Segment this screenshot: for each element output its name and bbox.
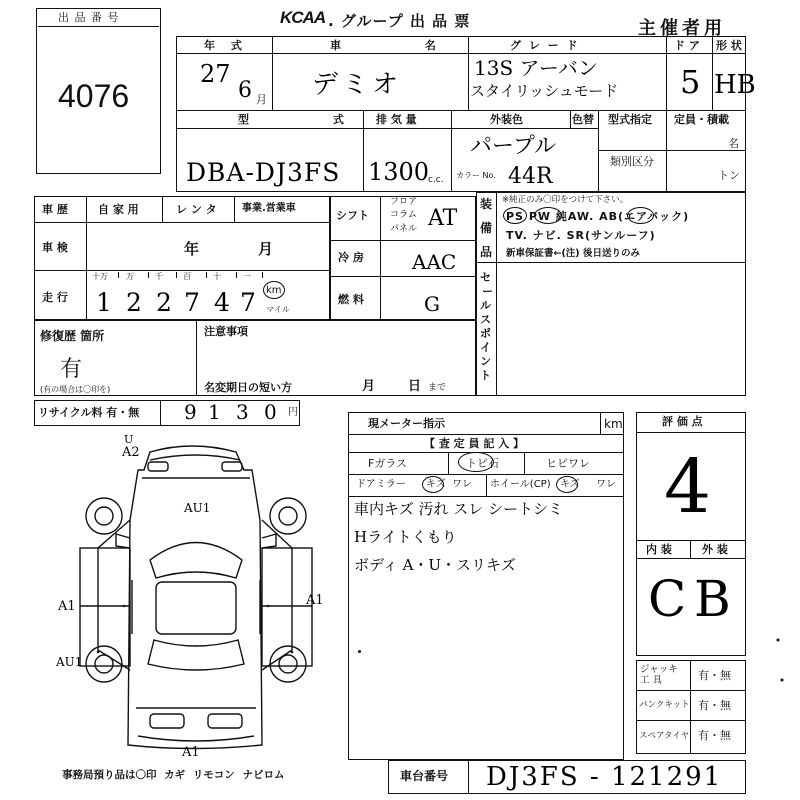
- mirror-opt-crack: ワレ: [452, 479, 472, 490]
- selling-point-5: ポ: [480, 327, 491, 340]
- history-opt-private: 自 家 用: [98, 203, 139, 216]
- type-designation-label: 型式指定: [608, 113, 652, 126]
- door-value: 5: [680, 63, 701, 101]
- glass-opt-chip: トビ石: [466, 457, 499, 470]
- repair-label: 修復歴 箇所: [40, 329, 105, 343]
- month-unit: 月: [256, 93, 267, 106]
- brand-logo: KCAA: [280, 8, 326, 27]
- diagram-mark-top-u: U: [124, 433, 134, 446]
- rating-label: 評 価 点: [662, 415, 703, 428]
- remark-line-2: Hライトくもり: [354, 528, 457, 546]
- jack-value: 有・無: [698, 669, 731, 682]
- meter-unit: km: [604, 417, 623, 431]
- displacement-label: 排 気 量: [376, 113, 417, 126]
- shape-value: HB: [714, 70, 756, 100]
- grade-value-line2: スタイリッシュモード: [470, 82, 619, 100]
- mileage-digit-10k: 2: [126, 288, 142, 317]
- diagram-mark-left-rear: AU1: [56, 655, 83, 669]
- selling-point-4: ス: [480, 313, 491, 326]
- mileage-digit-100: 7: [184, 288, 200, 317]
- equipment-line3: 新車保証書←(注) 後日送りのみ: [506, 248, 640, 259]
- displacement-unit: c.c.: [428, 175, 444, 185]
- remark-line-1: 車内キズ 汚れ スレ シートシミ: [354, 500, 564, 518]
- digit-head-1k: 千: [155, 272, 163, 281]
- recycle-digit-3: 3: [236, 400, 249, 424]
- shaken-month: 月: [258, 240, 274, 258]
- mileage-digit-1k: 2: [156, 288, 172, 317]
- history-opt-business: 事業.営業車: [242, 203, 296, 214]
- color-no-value: 44R: [508, 164, 553, 189]
- shift-value: AT: [428, 206, 458, 231]
- rating-value: 4: [664, 444, 712, 530]
- equipment-note: ※純正のみ〇印をつけて下さい。: [502, 195, 629, 205]
- repair-note: (有の場合は〇印を): [40, 385, 111, 394]
- diagram-mark-top-a2: A2: [122, 445, 140, 460]
- shift-opt-panel: パネル: [390, 224, 418, 234]
- selling-point-2: ー: [482, 285, 493, 298]
- inspector-title: 【 査 定 員 記 入 】: [424, 437, 524, 450]
- displacement-value: 1300: [368, 158, 430, 186]
- diagram-mark-bottom: A1: [182, 745, 200, 760]
- diagram-mark-hood: AU1: [184, 501, 211, 515]
- shift-opt-floor: フロア: [390, 197, 418, 207]
- equipment-side-3: 品: [480, 245, 493, 259]
- recycle-digit-1: 9: [184, 400, 197, 424]
- selling-point-1: セ: [480, 271, 491, 284]
- organizer-label: 主催者用: [638, 18, 726, 39]
- selling-point-8: ト: [480, 369, 491, 382]
- recycle-digit-4: 0: [264, 400, 277, 424]
- year-value: 27: [200, 60, 231, 88]
- meter-label: 現メーター指示: [368, 417, 445, 430]
- grade-label: グ レ ー ド: [510, 39, 580, 52]
- mileage-digit-100k: 1: [96, 288, 112, 317]
- exterior-label: 外 装: [702, 543, 728, 556]
- mileage-digit-1: 7: [240, 288, 256, 317]
- color-label: 外装色: [490, 113, 523, 126]
- glass-label: Fガラス: [368, 457, 407, 470]
- spare-label: スペアタイヤ: [639, 731, 690, 741]
- office-note: 事務局預り品は〇印 カギ リモコン ナビロム: [62, 769, 285, 781]
- shaken-label: 車 検: [42, 241, 68, 254]
- shift-opt-column: コラム: [390, 210, 417, 220]
- history-label: 車 歴: [42, 203, 68, 216]
- wheel-label: ホイール(CP): [490, 479, 551, 490]
- selling-point-6: イ: [480, 341, 491, 354]
- jack-label: ジャッキ 工 具: [640, 664, 678, 687]
- capacity-label: 定員・積載: [674, 113, 729, 126]
- car-name-value: デミオ: [312, 70, 403, 100]
- recycle-digit-2: 1: [208, 400, 221, 424]
- wheel-opt-scratch: キズ: [560, 479, 580, 490]
- chassis-value: DJ3FS - 121291: [486, 762, 723, 792]
- spare-value: 有・無: [698, 729, 731, 742]
- month-value: 6: [238, 78, 252, 103]
- recycle-unit: 円: [288, 407, 298, 418]
- capacity-unit-people: 名: [728, 137, 739, 150]
- mileage-label: 走 行: [42, 291, 68, 304]
- selling-point-7: ン: [480, 355, 491, 368]
- chassis-divider: [468, 760, 469, 794]
- selling-point-3: ル: [480, 299, 491, 312]
- category-label: 類別区分: [610, 155, 654, 168]
- shift-label: シフト: [336, 209, 369, 222]
- digit-head-1: 一: [243, 272, 251, 281]
- puncture-label: パンクキット: [639, 700, 690, 710]
- glass-opt-crack: ヒビワレ: [546, 457, 590, 470]
- ac-label: 冷 房: [338, 251, 364, 264]
- mileage-digit-10: 4: [214, 288, 230, 317]
- color-change-label: 色替: [572, 113, 594, 126]
- history-opt-rental: レ ン タ: [176, 203, 217, 216]
- notes-short-label: 名変期日の短い方: [204, 381, 292, 394]
- name-label: 車 名: [330, 39, 476, 52]
- remark-line-3: ボディ A・U・スリキズ: [354, 556, 516, 574]
- grade-value-line1: 13S アーバン: [474, 56, 598, 80]
- wheel-opt-crack: ワレ: [596, 479, 616, 490]
- digit-head-100k: 十万: [92, 272, 108, 281]
- equipment-side-1: 装: [480, 197, 493, 211]
- interior-label: 内 装: [646, 543, 672, 556]
- notes-day: 日: [408, 379, 422, 394]
- equipment-side-2: 備: [480, 221, 493, 235]
- digit-head-10: 十: [213, 272, 221, 281]
- fuel-value: G: [424, 292, 440, 316]
- shaken-year: 年: [184, 240, 200, 258]
- notes-month: 月: [362, 379, 376, 394]
- mirror-opt-scratch: キズ: [426, 479, 446, 490]
- diagram-mark-left: A1: [58, 599, 76, 614]
- digit-head-10k: 万: [126, 272, 134, 281]
- shape-label: 形 状: [716, 39, 742, 52]
- color-no-label: カラー No.: [456, 171, 496, 180]
- lot-number-value: 4076: [58, 78, 130, 114]
- diagram-mark-right: A1: [306, 593, 324, 608]
- interior-value: C: [648, 570, 687, 628]
- mirror-label: ドアミラー: [356, 479, 406, 490]
- mileage-unit-mile: マイル: [266, 305, 290, 314]
- mileage-unit-km: km: [266, 285, 282, 296]
- digit-head-100: 百: [183, 272, 191, 281]
- capacity-unit-ton: トン: [718, 169, 740, 182]
- model-label: 型 式: [238, 113, 384, 126]
- exterior-value: B: [694, 570, 731, 628]
- ac-value: AAC: [412, 250, 457, 274]
- color-value: パープル: [470, 134, 557, 159]
- year-label: 年 式: [204, 39, 248, 52]
- fuel-label: 燃 料: [338, 293, 364, 306]
- lot-number-label: 出 品 番 号: [58, 11, 120, 24]
- notes-until: まで: [428, 383, 447, 393]
- recycle-label: リサイクル料 有・無: [38, 406, 140, 419]
- form-title: . グループ 出 品 票: [328, 12, 471, 30]
- notes-label: 注意事項: [204, 325, 248, 338]
- model-value: DBA-DJ3FS: [186, 158, 341, 187]
- chassis-label: 車台番号: [400, 769, 449, 783]
- equipment-line1: PS PW 純AW. AB(エアバック): [506, 210, 690, 223]
- puncture-value: 有・無: [698, 699, 731, 712]
- equipment-line2: TV. ナビ. SR(サンルーフ): [506, 229, 656, 242]
- repair-value: 有: [60, 357, 83, 382]
- door-label: ド ア: [674, 39, 700, 52]
